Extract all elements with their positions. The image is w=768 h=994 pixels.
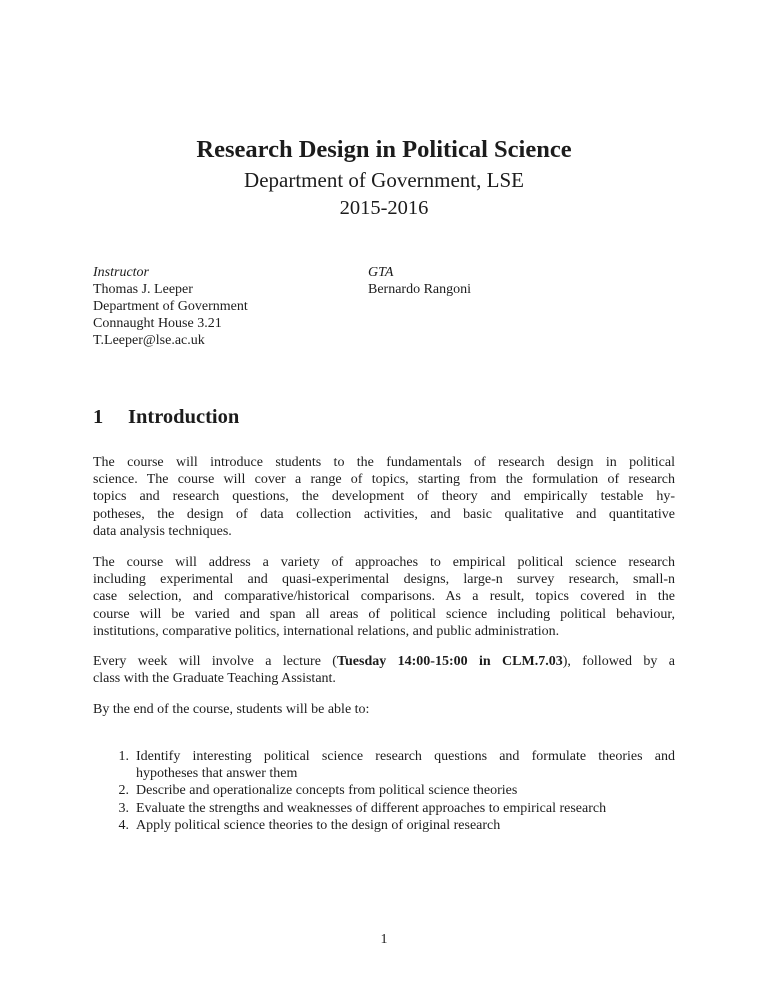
text-line — [93, 653, 675, 670]
paragraph-objectives-intro — [93, 701, 675, 718]
text-line: science. The course will cover a range of topics, starting from the formulation of research — [93, 472, 675, 488]
list-item — [93, 817, 675, 834]
text-line: topics and research questions, the development of theory and empirically testable hy- — [93, 489, 675, 505]
gta-label: GTA — [368, 265, 394, 280]
text-line: course will be varied and span all areas of political science including political behaviour, — [93, 606, 675, 622]
lecture-time-location: Tuesday 14:00-15:00 in CLM.7.03 — [336, 654, 563, 669]
text-line: Describe and operationalize concepts from political science theories — [136, 783, 518, 799]
text-line: institutions, comparative politics, international relations, and public administration. — [93, 623, 560, 639]
list-number: 3. — [118, 800, 129, 816]
text-line: including experimental and quasi-experimental designs, large-n survey research, small-n — [93, 572, 675, 588]
section-number: 1 — [93, 406, 104, 428]
page-number: 1 — [380, 932, 388, 947]
section-heading — [93, 405, 239, 429]
gta-name: Bernardo Rangoni — [368, 282, 472, 297]
text-line: The course will address a variety of approaches to empirical political science research — [93, 555, 675, 570]
list-number: 1. — [118, 749, 129, 764]
section-title: Introduction — [128, 406, 240, 428]
paragraph-approaches — [93, 554, 675, 640]
text-line: Apply political science theories to the design of original research — [136, 817, 501, 833]
academic-year: 2015-2016 — [339, 197, 429, 219]
text-segment: ), followed by a — [562, 654, 675, 669]
instructor-contact — [93, 264, 248, 349]
text-line: Identify interesting political science research questions and formulate theories and — [136, 749, 675, 764]
text-line: By the end of the course, students will be able to: — [93, 702, 370, 717]
list-number: 2. — [118, 783, 129, 799]
department-subtitle: Department of Government, LSE — [244, 168, 524, 192]
text-line: The course will introduce students to the fundamentals of research design in political — [93, 455, 675, 470]
list-item — [93, 800, 675, 817]
instructor-email: T.Leeper@lse.ac.uk — [93, 333, 205, 348]
list-number: 4. — [118, 817, 129, 833]
gta-contact — [368, 264, 471, 298]
document-title: Research Design in Political Science — [196, 136, 572, 163]
text-line: case selection, and comparative/historical comparisons. As a result, topics covered in the — [93, 589, 675, 605]
list-item — [93, 782, 675, 799]
text-line: hypotheses that answer them — [136, 766, 298, 782]
text-line: potheses, the design of data collection activities, and basic qualitative and quantitative — [93, 506, 675, 522]
text-line: data analysis techniques. — [93, 523, 232, 539]
text-segment: Every week will involve a lecture ( — [93, 654, 337, 669]
instructor-department: Department of Government — [93, 299, 248, 314]
instructor-office: Connaught House 3.21 — [93, 316, 222, 331]
paragraph-lecture — [93, 653, 675, 687]
instructor-label: Instructor — [93, 265, 149, 280]
objectives-list — [93, 748, 675, 834]
list-item — [93, 748, 675, 782]
text-line: Evaluate the strengths and weaknesses of different approaches to empirical research — [136, 800, 607, 816]
text-line: class with the Graduate Teaching Assistant. — [93, 671, 336, 687]
instructor-name: Thomas J. Leeper — [93, 282, 193, 297]
paragraph-overview — [93, 454, 675, 540]
